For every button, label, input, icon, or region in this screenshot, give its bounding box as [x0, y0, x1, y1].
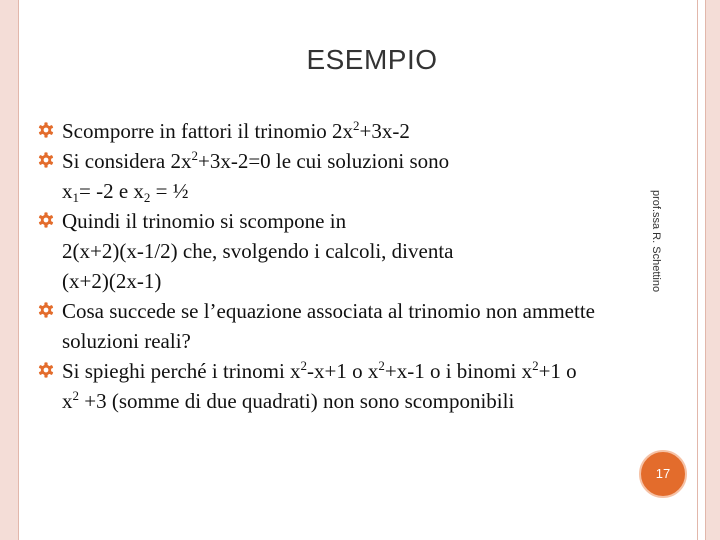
gear-flower-bullet-icon — [38, 122, 54, 138]
bullet-text: Quindi il trinomio si scompone in — [62, 209, 347, 233]
right-frame-line — [705, 0, 706, 540]
bullet-text: soluzioni reali? — [62, 329, 191, 353]
gear-flower-bullet-icon — [38, 152, 54, 168]
bullet-text: Cosa succede se l’equazione associata al trinomio non ammette — [62, 299, 595, 323]
bullet-item-5 — [38, 356, 678, 386]
superscript: 2 — [378, 358, 385, 373]
bullet-text: (x+2)(2x-1) — [62, 269, 162, 293]
superscript: 2 — [353, 118, 360, 133]
slide-content — [38, 116, 678, 416]
left-frame-border — [0, 0, 18, 540]
bullet-text: = ½ — [150, 179, 189, 203]
bullet-text: -x+1 o x — [307, 359, 379, 383]
bullet-text: Scomporre in fattori il trinomio 2x — [62, 119, 354, 143]
superscript: 2 — [300, 358, 308, 373]
bullet-text: +3x-2 — [359, 119, 410, 143]
right-frame-inner-line — [697, 0, 698, 540]
bullet-text: +3 (somme di due quadrati) non sono scomponibili — [79, 389, 515, 413]
bullet-continuation — [38, 236, 678, 266]
slide-title: ESEMPIO — [306, 44, 438, 75]
superscript: 2 — [72, 388, 79, 403]
right-frame-border — [706, 0, 720, 540]
author-footer-vertical: prof.ssa R. Schettino — [650, 190, 662, 293]
bullet-continuation — [38, 386, 678, 416]
bullet-text: Si spieghi perché i trinomi x — [62, 359, 301, 383]
bullet-text: +3x-2=0 le cui soluzioni sono — [197, 149, 450, 173]
gear-flower-bullet-icon — [38, 212, 54, 228]
bullet-continuation — [38, 176, 678, 206]
bullet-text: Si considera 2x — [62, 149, 192, 173]
bullet-text: = -2 e x — [79, 179, 144, 203]
bullet-item-2 — [38, 146, 678, 176]
bullet-item-3 — [38, 206, 678, 236]
left-frame-line — [18, 0, 19, 540]
bullet-text: x — [62, 179, 73, 203]
bullet-item-4 — [38, 296, 678, 326]
bullet-text: +x-1 o i binomi x — [384, 359, 533, 383]
bullet-text: +1 o — [538, 359, 577, 383]
bullet-text: x — [62, 389, 73, 413]
bullet-text: 2(x+2)(x-1/2) che, svolgendo i calcoli, diventa — [62, 239, 454, 263]
bullet-item-1 — [38, 116, 678, 146]
subscript: 2 — [143, 190, 151, 205]
superscript: 2 — [532, 358, 539, 373]
bullet-continuation — [38, 266, 678, 296]
page-number-badge: 17 — [639, 450, 687, 498]
superscript: 2 — [191, 148, 198, 163]
gear-flower-bullet-icon — [38, 362, 54, 378]
bullet-continuation — [38, 326, 678, 356]
subscript: 1 — [72, 190, 79, 205]
gear-flower-bullet-icon — [38, 302, 54, 318]
